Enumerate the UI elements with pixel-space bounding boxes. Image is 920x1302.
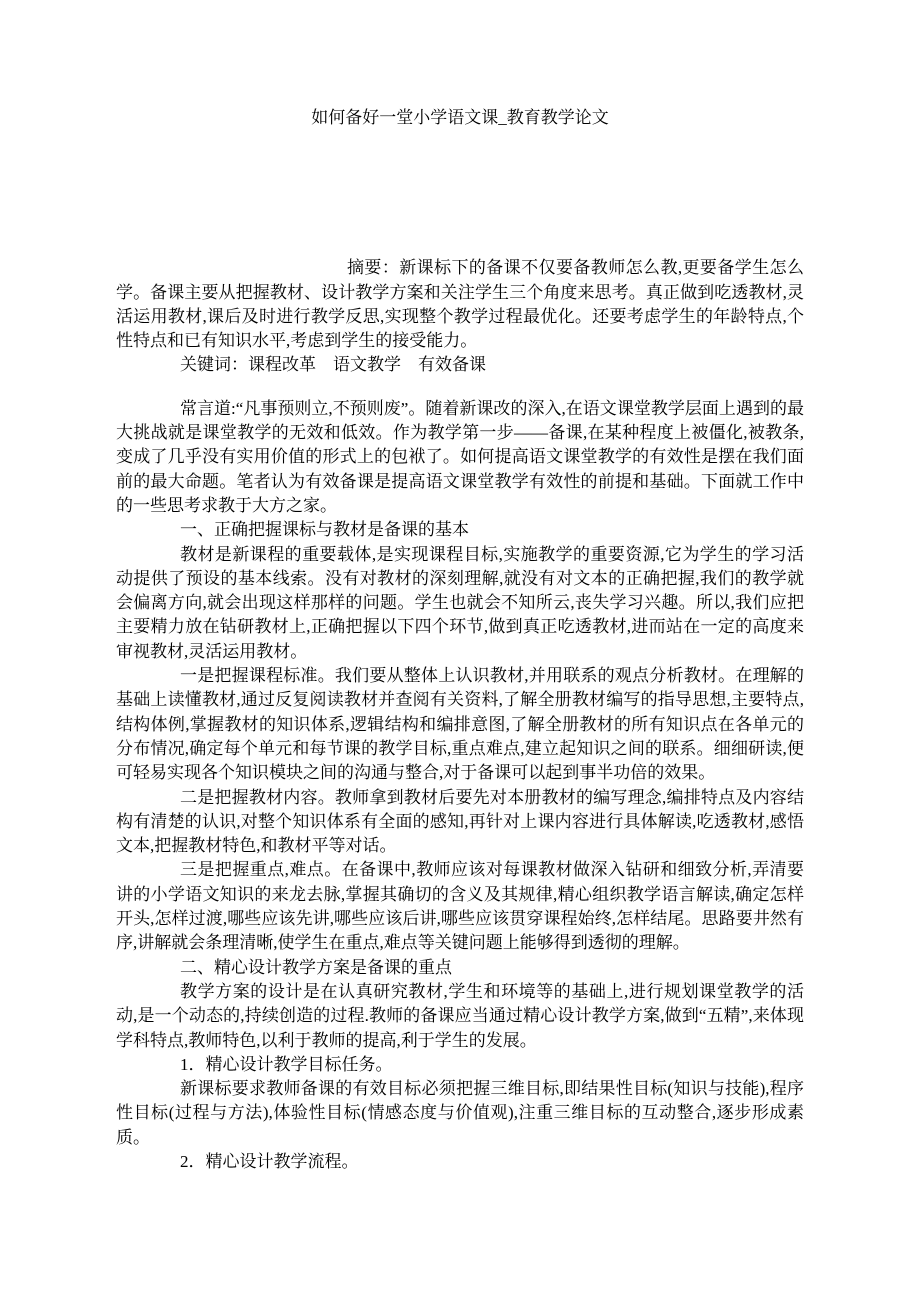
- abstract-paragraph: 摘要：新课标下的备课不仅要备教师怎么教,更要备学生怎么学。备课主要从把握教材、设计教学方案和关注学生三个角度来思考。真正做到吃透教材,灵活运用教材,课后及时进行教学反思,实现整个教学过程最优化。还要考虑学生的年龄特点,个性特点和已有知识水平,考虑到学生的接受能力。: [116, 258, 804, 351]
- keywords-line: 关键词：课程改革 语文教学 有效备课: [180, 355, 486, 375]
- list-item-heading: 1．精心设计教学目标任务。: [180, 1054, 393, 1074]
- paragraph: 常言道:“凡事预则立,不预则废”。随着新课改的深入,在语文课堂教学层面上遇到的最大挑战就是课堂教学的无效和低效。作为教学第一步——备课,在某种程度上被僵化,被教条,变成了几乎没有实用价值的形式上的包袱了。如何提高语文课堂教学的有效性是摆在我们面前的最大命题。笔者认为有效备课是提高语文课堂教学有效性的前提和基础。下面就工作中的一些思考求教于大方之家。: [116, 398, 804, 515]
- paragraph: 二是把握教材内容。教师拿到教材后要先对本册教材的编写理念,编排特点及内容结构有清楚的认识,对整个知识体系有全面的感知,再针对上课内容进行具体解读,吃透教材,感悟文本,把握教材特色,和教材平等对话。: [116, 787, 804, 856]
- document-title: 如何备好一堂小学语文课_教育教学论文: [311, 108, 609, 127]
- document-body: [116, 397, 804, 1175]
- section-heading: 二、精心设计教学方案是备课的重点: [180, 957, 452, 977]
- list-item-heading: 2．精心设计教学流程。: [180, 1151, 359, 1171]
- paragraph: 新课标要求教师备课的有效目标必须把握三维目标,即结果性目标(知识与技能),程序性目标(过程与方法),体验性目标(情感态度与价值观),注重三维目标的互动整合,逐步形成素质。: [116, 1079, 804, 1147]
- paragraph: 三是把握重点,难点。在备课中,教师应该对每课教材做深入钻研和细致分析,弄清要讲的小学语文知识的来龙去脉,掌握其确切的含义及其规律,精心组织教学语言解读,确定怎样开头,怎样过渡,哪些应该先讲,哪些应该后讲,哪些应该贯穿课程始终,怎样结尾。思路要井然有序,讲解就会条理清晰,使学生在重点,难点等关键问题上能够得到透彻的理解。: [116, 860, 804, 953]
- paragraph: 一是把握课程标准。我们要从整体上认识教材,并用联系的观点分析教材。在理解的基础上读懂教材,通过反复阅读教材并查阅有关资料,了解全册教材编写的指导思想,主要特点,结构体例,掌握教材的知识体系,逻辑结构和编排意图,了解全册教材的所有知识点在各单元的分布情况,确定每个单元和每节课的教学目标,重点难点,建立起知识之间的联系。细细研读,便可轻易实现各个知识模块之间的沟通与整合,对于备课可以起到事半功倍的效果。: [116, 666, 804, 783]
- section-heading: 一、正确把握课标与教材是备课的基本: [180, 520, 469, 540]
- paragraph: 教学方案的设计是在认真研究教材,学生和环境等的基础上,进行规划课堂教学的活动,是一个动态的,持续创造的过程.教师的备课应当通过精心设计教学方案,做到“五精”,来体现学科特点,教师特色,以利于教师的提高,利于学生的发展。: [116, 981, 804, 1050]
- paragraph: 教材是新课程的重要载体,是实现课程目标,实施教学的重要资源,它为学生的学习活动提供了预设的基本线索。没有对教材的深刻理解,就没有对文本的正确把握,我们的教学就会偏离方向,就会出现这样那样的问题。学生也就会不知所云,丧失学习兴趣。所以,我们应把主要精力放在钻研教材上,正确把握以下四个环节,做到真正吃透教材,进而站在一定的高度来审视教材,灵活运用教材。: [116, 544, 804, 661]
